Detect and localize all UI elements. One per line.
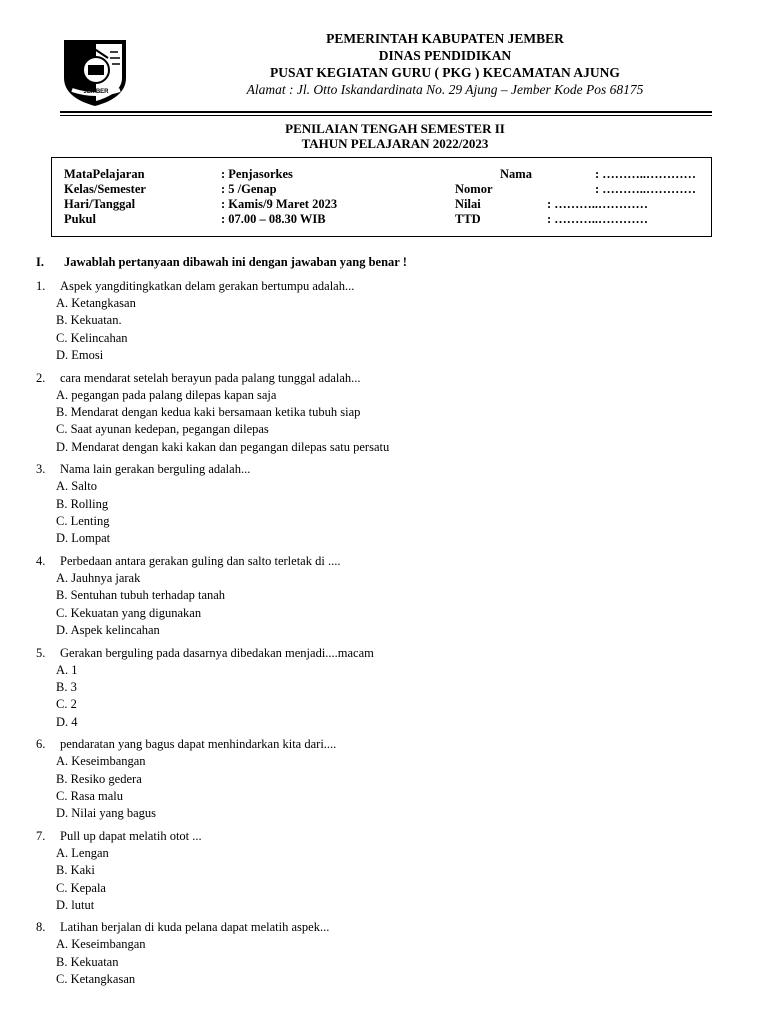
letterhead [200, 30, 690, 98]
class-label: Kelas/Semester [64, 182, 146, 196]
question-number: 7. [36, 828, 46, 843]
answer-option[interactable]: D. Mendarat dengan kaki kakan dan pegangan dilepas satu persatu [56, 439, 390, 454]
answer-option[interactable]: C. Saat ayunan kedepan, pegangan dilepas [56, 422, 269, 437]
class-value: : 5 /Genap [221, 182, 277, 196]
question-number: 4. [36, 553, 46, 568]
answer-option[interactable]: D. lutut [56, 897, 95, 912]
subject-label: MataPelajaran [64, 167, 145, 181]
question-text: pendaratan yang bagus dapat menhindarkan kita dari.... [60, 737, 337, 752]
question-item [36, 370, 736, 457]
name-field[interactable]: : ………..………… [595, 167, 697, 181]
answer-option[interactable]: A. Keseimbangan [56, 754, 146, 769]
address: Alamat : Jl. Otto Iskandardinata No. 29 Ajung – Jember Kode Pos 68175 [246, 82, 644, 97]
date-value: : Kamis/9 Maret 2023 [221, 197, 338, 211]
exam-title-line2: TAHUN PELAJARAN 2022/2023 [301, 136, 489, 151]
answer-option[interactable]: C. Kepala [56, 880, 106, 895]
section-number: I. [36, 255, 44, 269]
logo-text: JEMBER [83, 89, 109, 95]
question-item [36, 828, 736, 915]
question-text: Perbedaan antara gerakan guling dan salto terletak di .... [60, 553, 341, 568]
answer-option[interactable]: C. Rasa malu [56, 788, 124, 803]
sign-label: TTD [455, 212, 481, 226]
answer-option[interactable]: A. Jauhnya jarak [56, 570, 141, 585]
answer-option[interactable]: B. 3 [56, 679, 77, 694]
question-text: Gerakan berguling pada dasarnya dibedakan menjadi....macam [60, 645, 374, 660]
question-item [36, 736, 736, 823]
exam-title-line1: PENILAIAN TENGAH SEMESTER II [285, 121, 505, 136]
question-text: cara mendarat setelah berayun pada palang tunggal adalah... [60, 370, 361, 385]
question-list [36, 278, 736, 994]
question-item [36, 919, 736, 988]
question-item [36, 278, 736, 365]
question-number: 5. [36, 645, 46, 660]
jember-regency-logo [60, 38, 130, 108]
answer-option[interactable]: C. Kekuatan yang digunakan [56, 605, 202, 620]
letterhead-divider-thin [60, 115, 712, 116]
question-number: 2. [36, 370, 46, 385]
answer-option[interactable]: D. Emosi [56, 348, 104, 363]
subject-value: : Penjasorkes [221, 167, 293, 181]
section-instruction: Jawablah pertanyaan dibawah ini dengan jawaban yang benar ! [64, 255, 407, 269]
answer-option[interactable]: C. Kelincahan [56, 330, 128, 345]
answer-option[interactable]: D. 4 [56, 714, 78, 729]
answer-option[interactable]: A. Lengan [56, 845, 109, 860]
time-label: Pukul [64, 212, 96, 226]
score-field[interactable]: : ………..………… [547, 197, 649, 211]
date-label: Hari/Tanggal [64, 197, 136, 211]
answer-option[interactable]: A. pegangan pada palang dilepas kapan saja [56, 387, 277, 402]
question-text: Aspek yangditingkatkan delam gerakan bertumpu adalah... [60, 279, 355, 293]
answer-option[interactable]: C. Ketangkasan [56, 972, 136, 987]
answer-option[interactable]: B. Kekuatan [56, 954, 119, 969]
answer-option[interactable]: A. 1 [56, 662, 78, 677]
question-number: 1. [36, 279, 46, 293]
student-identity-box [51, 157, 712, 237]
department-name: DINAS PENDIDIKAN [378, 48, 512, 63]
question-number: 8. [36, 920, 46, 935]
answer-option[interactable]: D. Aspek kelincahan [56, 623, 160, 638]
gov-name: PEMERINTAH KABUPATEN JEMBER [326, 31, 564, 46]
question-item [36, 461, 736, 548]
answer-option[interactable]: A. Salto [56, 479, 97, 494]
question-text: Pull up dapat melatih otot ... [60, 828, 202, 843]
answer-option[interactable]: B. Kaki [56, 863, 95, 878]
answer-option[interactable]: B. Sentuhan tubuh terhadap tanah [56, 588, 226, 603]
sign-field[interactable]: : ………..………… [547, 212, 649, 226]
question-text: Nama lain gerakan berguling adalah... [60, 462, 251, 477]
question-item [36, 553, 736, 640]
answer-option[interactable]: B. Rolling [56, 496, 109, 511]
answer-option[interactable]: A. Keseimbangan [56, 937, 146, 952]
center-name: PUSAT KEGIATAN GURU ( PKG ) KECAMATAN AJUNG [270, 65, 620, 80]
question-item [36, 645, 736, 732]
number-label: Nomor [455, 182, 493, 196]
number-field[interactable]: : ………..………… [595, 182, 697, 196]
answer-option[interactable]: D. Nilai yang bagus [56, 806, 156, 821]
answer-option[interactable]: C. 2 [56, 697, 77, 712]
time-value: : 07.00 – 08.30 WIB [221, 212, 326, 226]
question-number: 6. [36, 737, 46, 752]
question-text: Latihan berjalan di kuda pelana dapat melatih aspek... [60, 920, 330, 935]
name-label: Nama [500, 167, 532, 181]
answer-option[interactable]: B. Kekuatan. [56, 313, 122, 328]
answer-option[interactable]: D. Lompat [56, 531, 111, 546]
answer-option[interactable]: A. Ketangkasan [56, 296, 136, 310]
score-label: Nilai [455, 197, 481, 211]
answer-option[interactable]: B. Resiko gedera [56, 771, 142, 786]
answer-option[interactable]: B. Mendarat dengan kedua kaki bersamaan ketika tubuh siap [56, 405, 361, 420]
question-number: 3. [36, 462, 46, 477]
letterhead-divider [60, 111, 712, 113]
answer-option[interactable]: C. Lenting [56, 514, 110, 529]
section-heading [36, 255, 407, 270]
exam-title [200, 121, 590, 151]
